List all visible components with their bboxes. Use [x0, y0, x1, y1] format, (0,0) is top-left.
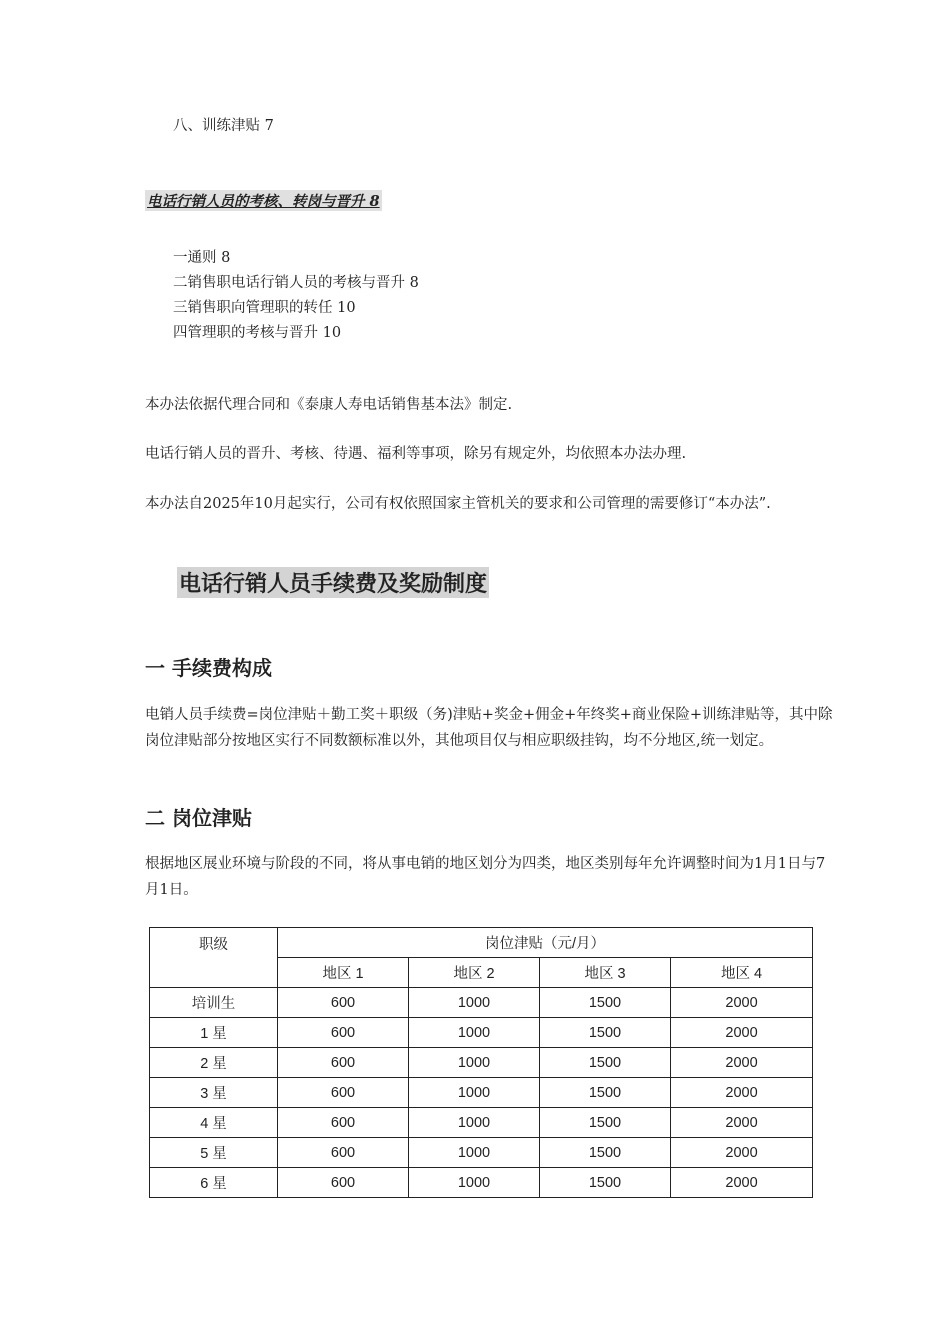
table-row [150, 1168, 813, 1198]
value-cell: 1000 [409, 1078, 540, 1108]
header-region-4: 地区 4 [671, 958, 813, 988]
header-region-3: 地区 3 [540, 958, 671, 988]
intro-paragraph-basis: 本办法依据代理合同和《泰康人寿电话销售基本法》制定. [145, 397, 513, 413]
rank-cell: 6 星 [150, 1168, 278, 1198]
section-heading-fee-composition: 一 手续费构成 [145, 656, 272, 680]
value-cell: 1500 [540, 1168, 671, 1198]
value-cell: 2000 [671, 1018, 813, 1048]
allowance-table [149, 927, 813, 1198]
value-cell: 600 [278, 1138, 409, 1168]
fee-composition-paragraph: 电销人员手续费=岗位津贴＋勤工奖＋职级（务)津贴+奖金+佣金+年终奖+商业保险+训练津贴等，其中除岗位津贴部分按地区实行不同数额标准以外，其他项目仅与相应职级挂钩，均不分地区,统一划定。 [145, 707, 833, 749]
value-cell: 600 [278, 1018, 409, 1048]
toc-item-training-allowance: 八、训练津贴 7 [173, 118, 274, 134]
intro-paragraph-scope: 电话行销人员的晋升、考核、待遇、福利等事项，除另有规定外，均依照本办法办理. [145, 446, 687, 462]
value-cell: 1500 [540, 1078, 671, 1108]
rank-cell: 3 星 [150, 1078, 278, 1108]
value-cell: 2000 [671, 1048, 813, 1078]
value-cell: 600 [278, 1048, 409, 1078]
value-cell: 1000 [409, 1168, 540, 1198]
value-cell: 1500 [540, 1138, 671, 1168]
value-cell: 2000 [671, 1108, 813, 1138]
value-cell: 1000 [409, 1018, 540, 1048]
intro-paragraph-effective: 本办法自2025年10月起实行，公司有权依照国家主管机关的要求和公司管理的需要修订“本办法”. [145, 496, 771, 512]
value-cell: 1500 [540, 1018, 671, 1048]
value-cell: 2000 [671, 1078, 813, 1108]
rank-cell: 4 星 [150, 1108, 278, 1138]
rank-cell: 1 星 [150, 1018, 278, 1048]
header-rank: 职级 [150, 928, 278, 988]
table-row [150, 1048, 813, 1078]
toc-item: 二销售职电话行销人员的考核与晋升 8 [173, 275, 419, 291]
value-cell: 1500 [540, 1048, 671, 1078]
value-cell: 600 [278, 1108, 409, 1138]
toc-item: 一通则 8 [173, 250, 231, 266]
value-cell: 1000 [409, 1138, 540, 1168]
header-allowance-group: 岗位津贴（元/月） [278, 928, 813, 958]
value-cell: 1000 [409, 1048, 540, 1078]
rank-cell: 2 星 [150, 1048, 278, 1078]
toc-item: 四管理职的考核与晋升 10 [173, 325, 342, 341]
value-cell: 1500 [540, 1108, 671, 1138]
section-heading-position-allowance: 二 岗位津贴 [145, 806, 252, 830]
value-cell: 2000 [671, 988, 813, 1018]
value-cell: 600 [278, 1168, 409, 1198]
table-row [150, 1108, 813, 1138]
table-row [150, 988, 813, 1018]
header-region-1: 地区 1 [278, 958, 409, 988]
table-row [150, 1078, 813, 1108]
rank-cell: 培训生 [150, 988, 278, 1018]
toc-item: 三销售职向管理职的转任 10 [173, 300, 356, 316]
table-row [150, 1138, 813, 1168]
value-cell: 2000 [671, 1168, 813, 1198]
value-cell: 600 [278, 988, 409, 1018]
position-allowance-paragraph: 根据地区展业环境与阶段的不同，将从事电销的地区划分为四类，地区类别每年允许调整时间为1月1日与7月1日。 [145, 856, 826, 898]
header-region-2: 地区 2 [409, 958, 540, 988]
rank-cell: 5 星 [150, 1138, 278, 1168]
value-cell: 2000 [671, 1138, 813, 1168]
value-cell: 1000 [409, 1108, 540, 1138]
toc-section-heading[interactable]: 电话行销人员的考核、转岗与晋升 8 [145, 190, 382, 211]
table-row [150, 1018, 813, 1048]
value-cell: 1000 [409, 988, 540, 1018]
value-cell: 600 [278, 1078, 409, 1108]
value-cell: 1500 [540, 988, 671, 1018]
main-title: 电话行销人员手续费及奖励制度 [177, 567, 489, 598]
